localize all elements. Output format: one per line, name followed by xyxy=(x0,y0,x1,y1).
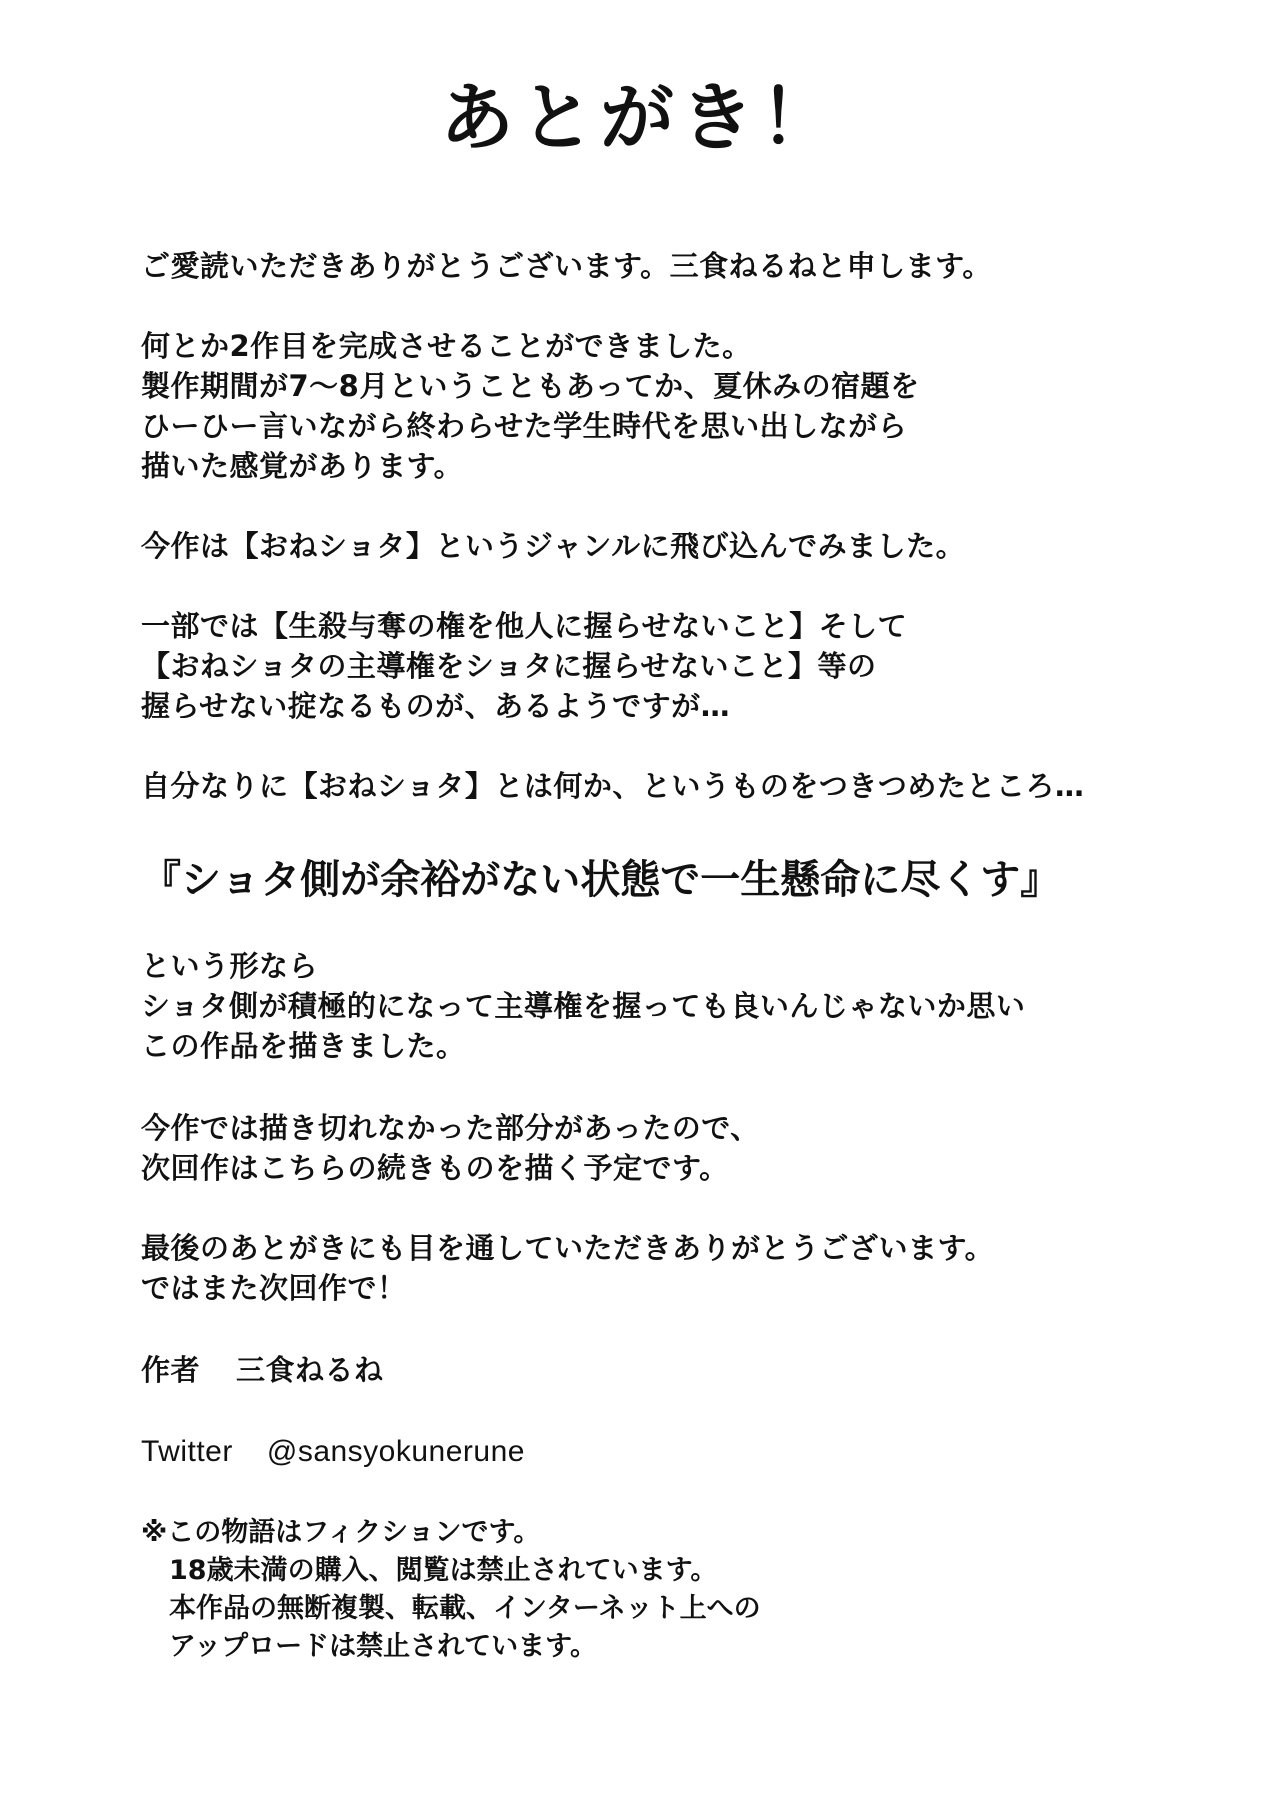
paragraph-6-line-1: という形なら xyxy=(141,949,319,983)
paragraph-6-line-2: ショタ側が積極的になって主導権を握っても良いんじゃないか思い xyxy=(141,989,1026,1023)
paragraph-2-line-1: 何とか2作目を完成させることができました。 xyxy=(141,329,752,363)
paragraph-2-line-3: ひーひー言いながら終わらせた学生時代を思い出しながら xyxy=(141,409,908,443)
twitter-label: Twitter xyxy=(141,1435,233,1468)
paragraph-4-line-1: 一部では【生殺与奪の権を他人に握らせないこと】そして xyxy=(141,609,908,643)
paragraph-2-line-4: 描いた感覚があります。 xyxy=(141,449,464,483)
greeting-line: ご愛読いただきありがとうございます。三食ねるねと申します。 xyxy=(141,249,992,283)
paragraph-8-line-1: 最後のあとがきにも目を通していただきありがとうございます。 xyxy=(141,1231,995,1265)
author-line xyxy=(141,1350,384,1390)
paragraph-6-line-3: この作品を描きました。 xyxy=(141,1029,466,1063)
emphasis-quote: 『ショタ側が余裕がない状態で一生懸命に尽くす』 xyxy=(141,857,1061,903)
paragraph-7-line-1: 今作では描き切れなかった部分があったので、 xyxy=(141,1111,760,1145)
notice-line-3: 本作品の無断複製、転載、インターネット上への xyxy=(169,1593,761,1624)
notice-line-1: ※この物語はフィクションです。 xyxy=(141,1517,541,1548)
twitter-handle: @sansyokunerune xyxy=(266,1435,525,1468)
notice-line-4: アップロードは禁止されています。 xyxy=(169,1631,597,1662)
paragraph-5-line: 自分なりに【おねショタ】とは何か、というものをつきつめたところ… xyxy=(141,769,1085,803)
author-label: 作者 xyxy=(141,1353,201,1387)
paragraph-2-line-2: 製作期間が7〜8月ということもあってか、夏休みの宿題を xyxy=(141,369,920,403)
notice-line-2: 18歳未満の購入、閲覧は禁止されています。 xyxy=(169,1555,718,1586)
paragraph-4-line-2: 【おねショタの主導権をショタに握らせないこと】等の xyxy=(141,649,877,683)
paragraph-7-line-2: 次回作はこちらの続きものを描く予定です。 xyxy=(141,1151,729,1185)
author-name: 三食ねるね xyxy=(236,1353,384,1387)
paragraph-4-line-3: 握らせない掟なるものが、あるようですが… xyxy=(141,689,731,723)
paragraph-8-line-2: ではまた次回作で！ xyxy=(141,1271,407,1305)
paragraph-3-line: 今作は【おねショタ】というジャンルに飛び込んでみました。 xyxy=(141,529,966,563)
page-title: あとがき！ xyxy=(440,75,840,161)
twitter-line xyxy=(141,1432,525,1472)
